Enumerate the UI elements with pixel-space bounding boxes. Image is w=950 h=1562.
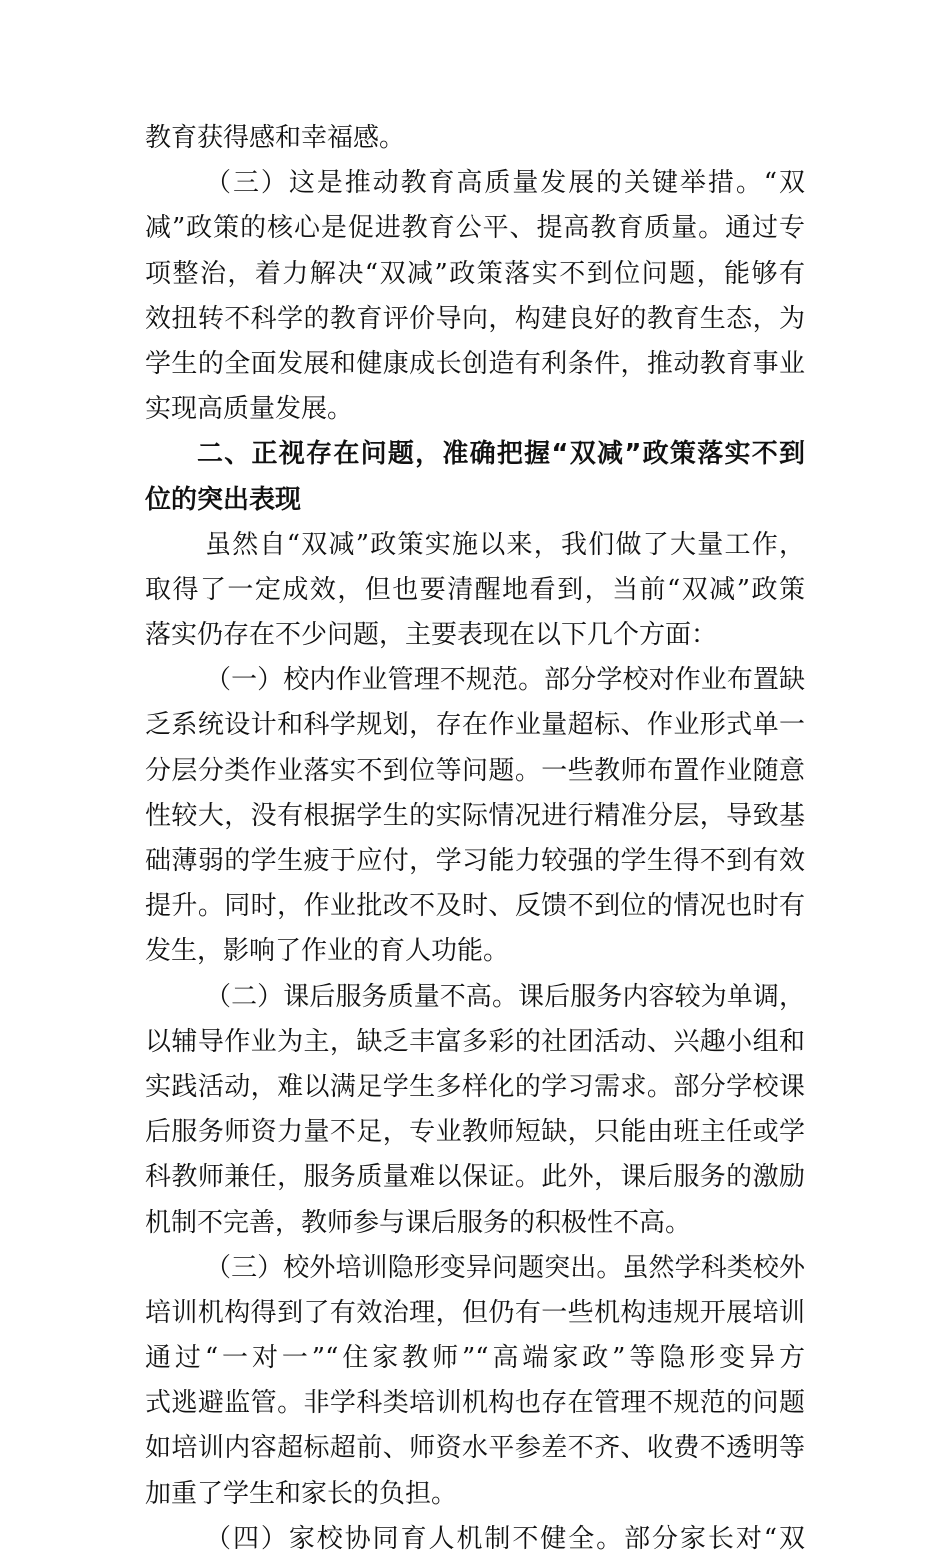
text-line: 分层分类作业落实不到位等问题。一些教师布置作业随意 — [145, 755, 805, 786]
paragraph-first-line: （一）校内作业管理不规范。部分学校对作业布置缺 — [205, 665, 805, 696]
text-line: 发生，影响了作业的育人功能。 — [145, 936, 510, 967]
text-line: 性较大，没有根据学生的实际情况进行精准分层，导致基 — [145, 800, 805, 831]
paragraph-first-line: （三）这是推动教育高质量发展的关键举措。“双 — [205, 168, 805, 199]
text-line: 通过“一对一”“住家教师”“高端家政”等隐形变异方 — [145, 1343, 805, 1374]
text-line: 式逃避监管。非学科类培训机构也存在管理不规范的问题 — [145, 1388, 805, 1419]
text-line: 培训机构得到了有效治理，但仍有一些机构违规开展培训 — [145, 1297, 805, 1328]
section-heading: 二、正视存在问题，准确把握“双减”政策落实不到 — [197, 439, 805, 470]
text-line: 机制不完善，教师参与课后服务的积极性不高。 — [145, 1207, 692, 1238]
text-line: 提升。同时，作业批改不及时、反馈不到位的情况也时有 — [145, 891, 805, 922]
text-line: 乏系统设计和科学规划，存在作业量超标、作业形式单一 — [145, 710, 805, 741]
text-line: 取得了一定成效，但也要清醒地看到，当前“双减”政策 — [145, 574, 805, 605]
text-line: 后服务师资力量不足，专业教师短缺，只能由班主任或学 — [145, 1117, 805, 1148]
paragraph-first-line: （二）课后服务质量不高。课后服务内容较为单调， — [205, 981, 805, 1012]
text-line: 学生的全面发展和健康成长创造有利条件，推动教育事业 — [145, 348, 805, 379]
document-page — [145, 116, 805, 1562]
text-line: 减”政策的核心是促进教育公平、提高教育质量。通过专 — [145, 213, 805, 244]
section-heading: 位的突出表现 — [145, 484, 302, 515]
text-line: 教育获得感和幸福感。 — [145, 123, 406, 153]
paragraph-first-line: （三）校外培训隐形变异问题突出。虽然学科类校外 — [205, 1252, 805, 1283]
text-line: 实践活动，难以满足学生多样化的学习需求。部分学校课 — [145, 1071, 805, 1102]
text-line: 如培训内容超标超前、师资水平参差不齐、收费不透明等 — [145, 1433, 805, 1464]
text-line: 础薄弱的学生疲于应付，学习能力较强的学生得不到有效 — [145, 846, 805, 876]
paragraph-first-line: 虽然自“双减”政策实施以来，我们做了大量工作， — [205, 529, 805, 560]
text-line: 项整治，着力解决“双减”政策落实不到位问题，能够有 — [145, 258, 805, 289]
text-line: 以辅导作业为主，缺乏丰富多彩的社团活动、兴趣小组和 — [145, 1026, 805, 1057]
text-line: 效扭转不科学的教育评价导向，构建良好的教育生态，为 — [145, 303, 805, 334]
text-line: 加重了学生和家长的负担。 — [145, 1478, 458, 1509]
text-line: 科教师兼任，服务质量难以保证。此外，课后服务的激励 — [145, 1162, 805, 1193]
text-line: 落实仍存在不少问题，主要表现在以下几个方面： — [145, 620, 718, 651]
paragraph-first-line: （四）家校协同育人机制不健全。部分家长对“双 — [205, 1523, 805, 1554]
text-line: 实现高质量发展。 — [145, 394, 354, 425]
